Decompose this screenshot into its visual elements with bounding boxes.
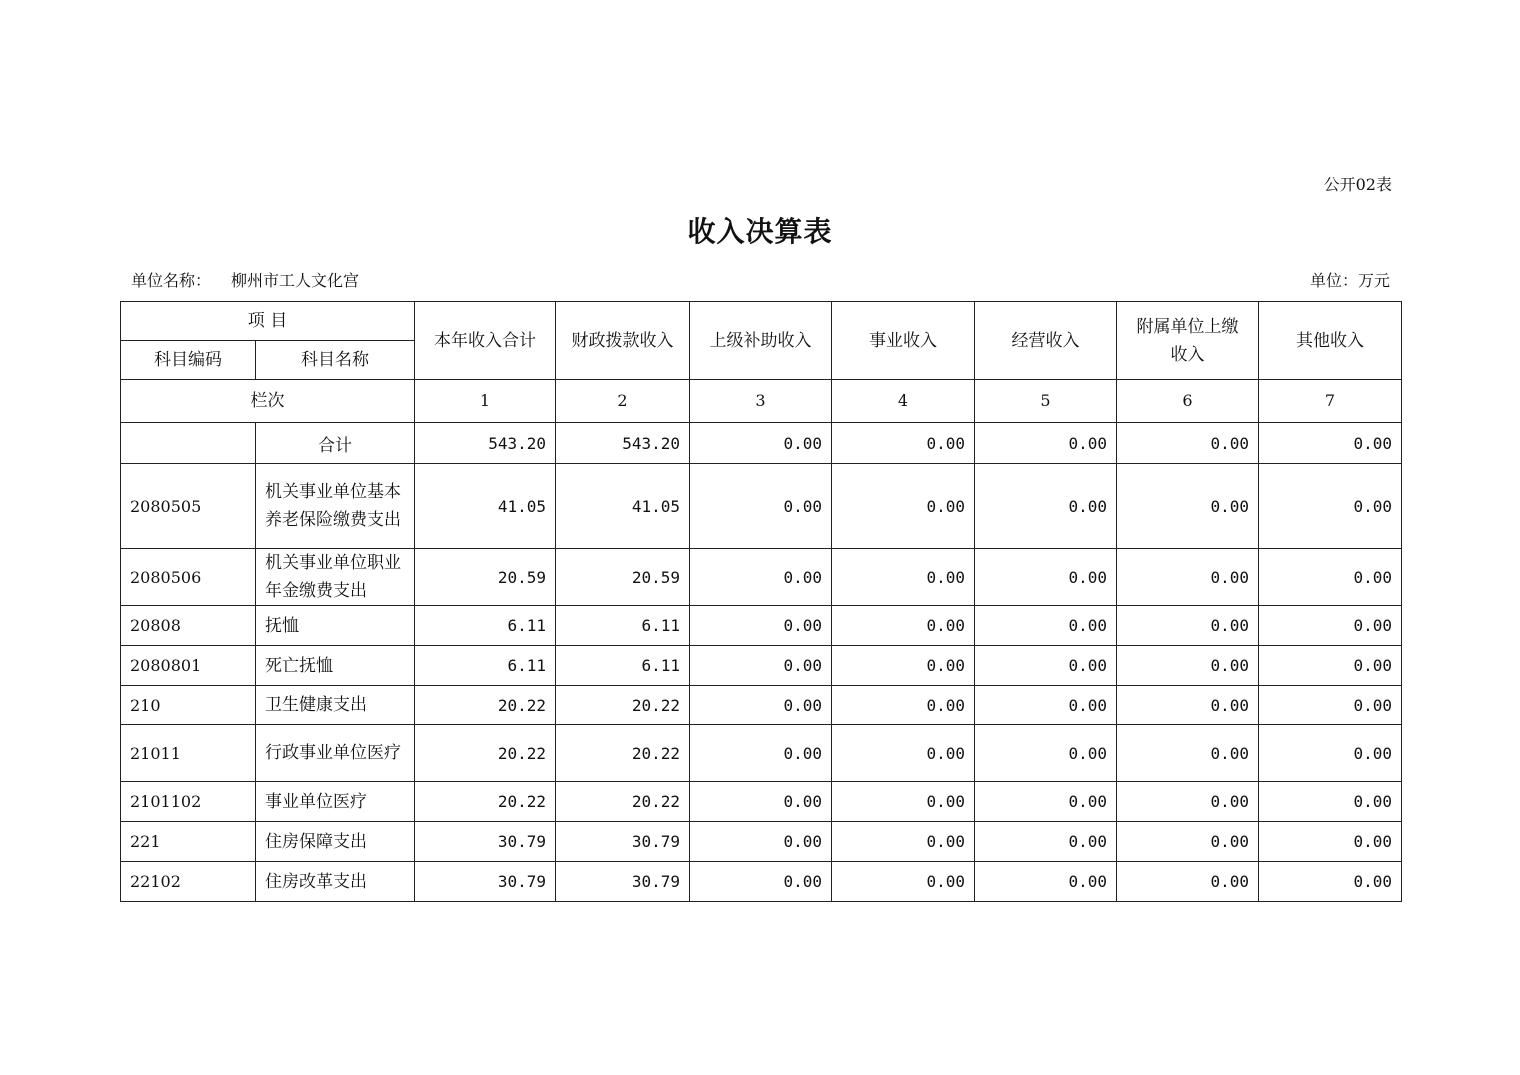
total-value: 543.20 bbox=[556, 423, 690, 464]
cell-value: 0.00 bbox=[1259, 549, 1402, 606]
subject-name: 抚恤 bbox=[256, 606, 415, 646]
subject-code: 2101102 bbox=[121, 782, 256, 822]
cell-value: 0.00 bbox=[690, 686, 832, 725]
column-number-5: 5 bbox=[975, 380, 1117, 423]
cell-value: 0.00 bbox=[975, 782, 1117, 822]
header-row-label: 栏次 bbox=[121, 380, 415, 423]
cell-value: 0.00 bbox=[832, 782, 975, 822]
cell-value: 0.00 bbox=[690, 725, 832, 782]
cell-value: 0.00 bbox=[975, 646, 1117, 686]
subject-code: 2080505 bbox=[121, 464, 256, 549]
table-row bbox=[121, 606, 1402, 646]
total-row bbox=[121, 423, 1402, 464]
subject-name: 机关事业单位职业年金缴费支出 bbox=[256, 549, 415, 606]
cell-value: 0.00 bbox=[975, 464, 1117, 549]
cell-value: 0.00 bbox=[832, 606, 975, 646]
unit-name-label: 单位名称： bbox=[131, 271, 212, 290]
cell-value: 0.00 bbox=[1117, 686, 1259, 725]
subject-name: 死亡抚恤 bbox=[256, 646, 415, 686]
total-code-cell bbox=[121, 423, 256, 464]
cell-value: 20.22 bbox=[415, 686, 556, 725]
total-value: 0.00 bbox=[1259, 423, 1402, 464]
header-col-2: 财政拨款收入 bbox=[556, 302, 690, 380]
subject-name: 卫生健康支出 bbox=[256, 686, 415, 725]
cell-value: 0.00 bbox=[832, 646, 975, 686]
total-value: 0.00 bbox=[975, 423, 1117, 464]
total-label: 合计 bbox=[256, 423, 415, 464]
cell-value: 20.22 bbox=[415, 782, 556, 822]
subject-code: 221 bbox=[121, 822, 256, 862]
cell-value: 0.00 bbox=[975, 606, 1117, 646]
subject-code: 22102 bbox=[121, 862, 256, 902]
cell-value: 0.00 bbox=[690, 862, 832, 902]
cell-value: 0.00 bbox=[975, 822, 1117, 862]
cell-value: 0.00 bbox=[832, 862, 975, 902]
table-row bbox=[121, 782, 1402, 822]
subject-name: 机关事业单位基本养老保险缴费支出 bbox=[256, 464, 415, 549]
subject-code: 21011 bbox=[121, 725, 256, 782]
header-col-5: 经营收入 bbox=[975, 302, 1117, 380]
cell-value: 41.05 bbox=[556, 464, 690, 549]
cell-value: 30.79 bbox=[556, 822, 690, 862]
cell-value: 0.00 bbox=[690, 549, 832, 606]
cell-value: 20.22 bbox=[556, 782, 690, 822]
cell-value: 41.05 bbox=[415, 464, 556, 549]
cell-value: 0.00 bbox=[975, 549, 1117, 606]
table-row bbox=[121, 549, 1402, 606]
cell-value: 0.00 bbox=[690, 822, 832, 862]
cell-value: 0.00 bbox=[975, 686, 1117, 725]
column-number-4: 4 bbox=[832, 380, 975, 423]
currency-unit: 单位：万元 bbox=[1309, 271, 1390, 290]
header-col-1: 本年收入合计 bbox=[415, 302, 556, 380]
header-col-3: 上级补助收入 bbox=[690, 302, 832, 380]
cell-value: 30.79 bbox=[415, 822, 556, 862]
subject-name: 事业单位医疗 bbox=[256, 782, 415, 822]
cell-value: 0.00 bbox=[1117, 606, 1259, 646]
cell-value: 0.00 bbox=[690, 782, 832, 822]
table-body bbox=[121, 423, 1402, 902]
table-row bbox=[121, 725, 1402, 782]
cell-value: 0.00 bbox=[690, 464, 832, 549]
cell-value: 6.11 bbox=[415, 646, 556, 686]
subject-name: 住房保障支出 bbox=[256, 822, 415, 862]
table-row bbox=[121, 686, 1402, 725]
table-row bbox=[121, 464, 1402, 549]
cell-value: 0.00 bbox=[690, 606, 832, 646]
cell-value: 0.00 bbox=[975, 725, 1117, 782]
cell-value: 20.59 bbox=[415, 549, 556, 606]
unit-info-line bbox=[131, 268, 1390, 291]
cell-value: 0.00 bbox=[1117, 464, 1259, 549]
form-code: 公开02表 bbox=[1323, 175, 1392, 194]
column-number-2: 2 bbox=[556, 380, 690, 423]
cell-value: 0.00 bbox=[1117, 822, 1259, 862]
cell-value: 0.00 bbox=[832, 686, 975, 725]
table-header bbox=[121, 302, 1402, 423]
cell-value: 0.00 bbox=[1117, 782, 1259, 822]
cell-value: 0.00 bbox=[1117, 725, 1259, 782]
subject-code: 20808 bbox=[121, 606, 256, 646]
cell-value: 0.00 bbox=[1259, 822, 1402, 862]
cell-value: 0.00 bbox=[1117, 549, 1259, 606]
column-number-3: 3 bbox=[690, 380, 832, 423]
header-project: 项 目 bbox=[121, 302, 415, 341]
subject-name: 行政事业单位医疗 bbox=[256, 725, 415, 782]
header-subject-code: 科目编码 bbox=[121, 341, 256, 380]
total-value: 0.00 bbox=[1117, 423, 1259, 464]
subject-code: 2080506 bbox=[121, 549, 256, 606]
cell-value: 20.59 bbox=[556, 549, 690, 606]
cell-value: 6.11 bbox=[415, 606, 556, 646]
cell-value: 0.00 bbox=[1259, 686, 1402, 725]
cell-value: 20.22 bbox=[415, 725, 556, 782]
column-number-6: 6 bbox=[1117, 380, 1259, 423]
subject-code: 2080801 bbox=[121, 646, 256, 686]
total-value: 0.00 bbox=[832, 423, 975, 464]
cell-value: 6.11 bbox=[556, 606, 690, 646]
subject-name: 住房改革支出 bbox=[256, 862, 415, 902]
cell-value: 0.00 bbox=[975, 862, 1117, 902]
cell-value: 0.00 bbox=[832, 725, 975, 782]
header-subject-name: 科目名称 bbox=[256, 341, 415, 380]
cell-value: 0.00 bbox=[1259, 464, 1402, 549]
total-value: 0.00 bbox=[690, 423, 832, 464]
cell-value: 6.11 bbox=[556, 646, 690, 686]
unit-name-value: 柳州市工人文化宫 bbox=[231, 271, 360, 290]
total-value: 543.20 bbox=[415, 423, 556, 464]
page-title: 收入决算表 bbox=[687, 215, 833, 248]
cell-value: 30.79 bbox=[415, 862, 556, 902]
cell-value: 0.00 bbox=[1259, 646, 1402, 686]
subject-code: 210 bbox=[121, 686, 256, 725]
cell-value: 30.79 bbox=[556, 862, 690, 902]
cell-value: 0.00 bbox=[832, 549, 975, 606]
cell-value: 0.00 bbox=[1259, 606, 1402, 646]
column-number-7: 7 bbox=[1259, 380, 1402, 423]
header-col-7: 其他收入 bbox=[1259, 302, 1402, 380]
table-row bbox=[121, 646, 1402, 686]
table-row bbox=[121, 822, 1402, 862]
cell-value: 20.22 bbox=[556, 725, 690, 782]
column-number-1: 1 bbox=[415, 380, 556, 423]
cell-value: 0.00 bbox=[1117, 862, 1259, 902]
header-col-4: 事业收入 bbox=[832, 302, 975, 380]
cell-value: 0.00 bbox=[1259, 782, 1402, 822]
cell-value: 0.00 bbox=[1259, 725, 1402, 782]
header-col-6: 附属单位上缴收入 bbox=[1117, 302, 1259, 380]
cell-value: 0.00 bbox=[832, 464, 975, 549]
cell-value: 0.00 bbox=[1117, 646, 1259, 686]
cell-value: 20.22 bbox=[556, 686, 690, 725]
cell-value: 0.00 bbox=[832, 822, 975, 862]
income-report-table bbox=[120, 301, 1402, 902]
cell-value: 0.00 bbox=[690, 646, 832, 686]
table-row bbox=[121, 862, 1402, 902]
cell-value: 0.00 bbox=[1259, 862, 1402, 902]
